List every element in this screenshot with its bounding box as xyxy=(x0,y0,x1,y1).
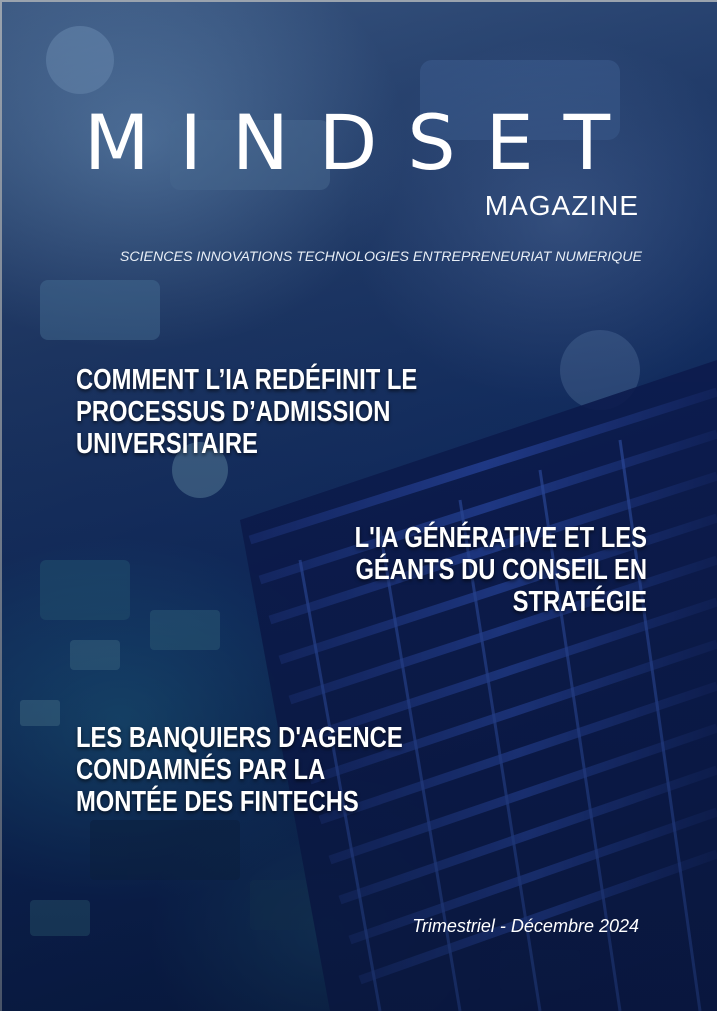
headline-banquiers-fintechs: LES BANQUIERS D'AGENCE CONDAMNÉS PAR LA MONTÉE DES FINTECHS xyxy=(76,722,403,818)
headline-ia-conseil: L'IA GÉNÉRATIVE ET LES GÉANTS DU CONSEIL EN STRATÉGIE xyxy=(354,522,647,618)
magazine-subtitle: MAGAZINE xyxy=(484,190,639,221)
issue-date: Trimestriel - Décembre 2024 xyxy=(412,916,639,936)
magazine-tagline: SCIENCES INNOVATIONS TECHNOLOGIES ENTREPRENEURIAT NUMERIQUE xyxy=(119,249,642,265)
magazine-title: MINDSET xyxy=(83,98,641,187)
headline-ia-admission: COMMENT L’IA REDÉFINIT LE PROCESSUS D’ADMISSION UNIVERSITAIRE xyxy=(76,364,418,460)
